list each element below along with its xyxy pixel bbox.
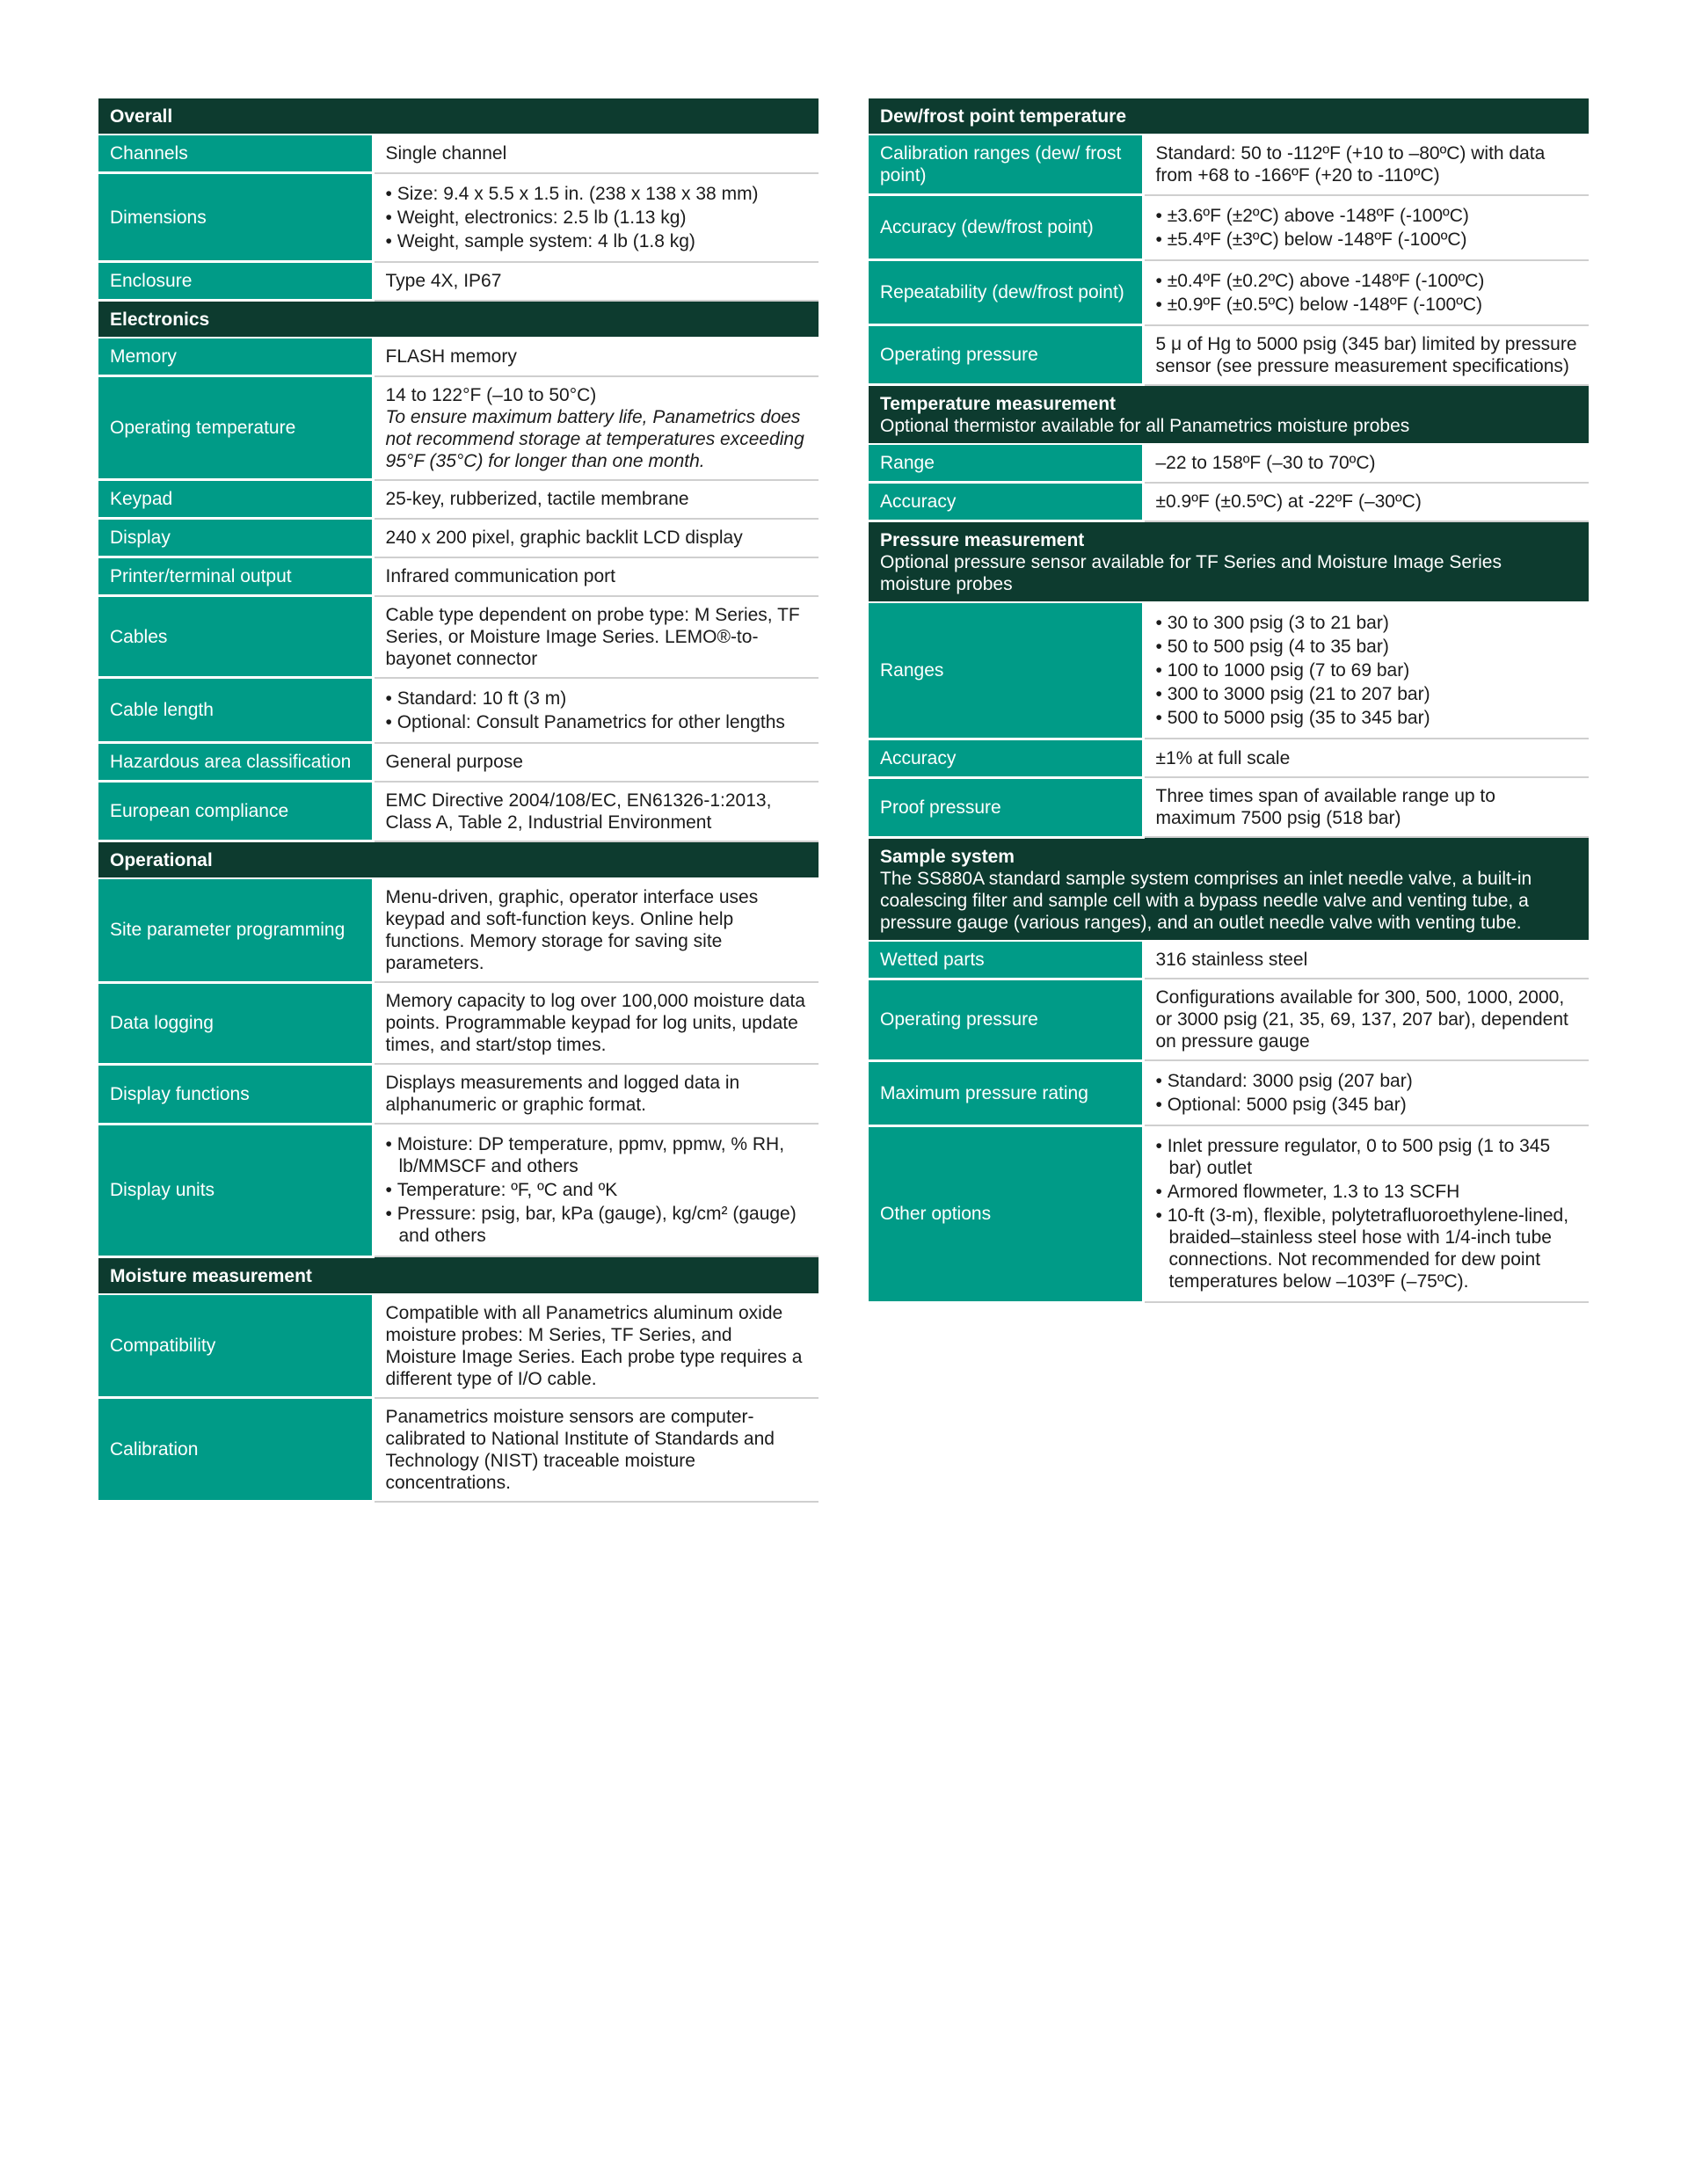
section-header-cell — [869, 837, 1589, 941]
section-header-moisture-measurement — [98, 1256, 819, 1294]
spec-row-calibration — [98, 1398, 819, 1502]
spec-label: Repeatability (dew/frost point) — [869, 260, 1143, 325]
spec-table-left — [98, 98, 819, 1503]
section-header-cell — [869, 98, 1589, 135]
spec-value — [1143, 195, 1589, 260]
spec-value — [1143, 260, 1589, 325]
section-header-cell — [98, 1256, 819, 1294]
spec-label: Operating temperature — [98, 376, 373, 480]
spec-row-compatibility — [98, 1294, 819, 1398]
spec-value — [373, 557, 819, 596]
spec-value — [1143, 325, 1589, 385]
spec-value-line: 14 to 122°F (–10 to 50°C) — [385, 384, 597, 405]
spec-label: Display — [98, 519, 373, 557]
spec-label: Operating pressure — [869, 979, 1143, 1060]
spec-row-proof-pressure — [869, 777, 1589, 837]
spec-label: Memory — [98, 338, 373, 376]
spec-value — [373, 519, 819, 557]
section-header-cell — [869, 521, 1589, 603]
spec-value — [373, 376, 819, 480]
spec-value — [1143, 777, 1589, 837]
section-header-pressure-measurement — [869, 521, 1589, 603]
spec-label: Enclosure — [98, 262, 373, 301]
spec-value-bullet: • Optional: 5000 psig (345 bar) — [1156, 1094, 1578, 1116]
spec-row-hazardous-area-classification — [98, 743, 819, 782]
spec-value-bullet: • 10-ft (3-m), flexible, polytetrafluoroethylene-lined, braided–stainless steel hose with 1/4-inch tube connections. Not recommended for dew point temperatures below –103ºF (–75ºC). — [1156, 1205, 1578, 1292]
spec-label: Wetted parts — [869, 941, 1143, 979]
spec-value — [373, 982, 819, 1064]
spec-value — [1143, 941, 1589, 979]
spec-label: Site parameter programming — [98, 878, 373, 982]
spec-label: Accuracy — [869, 483, 1143, 521]
spec-label: Other options — [869, 1125, 1143, 1302]
spec-row-channels — [98, 135, 819, 173]
section-title: Moisture measurement — [110, 1265, 312, 1286]
spec-value-line: Standard: 50 to -112ºF (+10 to –80ºC) with data from +68 to -166ºF (+20 to -110ºC) — [1155, 143, 1546, 186]
spec-row-cables — [98, 596, 819, 678]
spec-value — [373, 878, 819, 982]
spec-value-bullet: • Standard: 3000 psig (207 bar) — [1156, 1070, 1578, 1092]
spec-value-note: To ensure maximum battery life, Panametrics does not recommend storage at temperatures exceeding 95°F (35°C) for longer than one month. — [385, 406, 804, 471]
spec-value-line: Configurations available for 300, 500, 1000, 2000, or 3000 psig (21, 35, 69, 137, 207 bar), dependent on pressure gauge — [1155, 987, 1568, 1052]
spec-label: Data logging — [98, 982, 373, 1064]
spec-table-right — [869, 98, 1589, 1304]
spec-row-accuracy-dew-frost-point — [869, 195, 1589, 260]
section-title: Pressure measurement — [880, 530, 1085, 550]
spec-value-line: –22 to 158ºF (–30 to 70ºC) — [1155, 453, 1376, 474]
spec-row-operating-pressure — [869, 325, 1589, 385]
spec-label: Hazardous area classification — [98, 743, 373, 782]
spec-value-bullet: • ±5.4ºF (±3ºC) below -148ºF (-100ºC) — [1156, 229, 1578, 251]
spec-value-line: Three times span of available range up to maximum 7500 psig (518 bar) — [1155, 786, 1495, 828]
spec-row-data-logging — [98, 982, 819, 1064]
spec-row-keypad — [98, 480, 819, 519]
spec-label: Compatibility — [98, 1294, 373, 1398]
section-header-operational — [98, 841, 819, 879]
spec-row-european-compliance — [98, 782, 819, 841]
spec-value-bullet: • Armored flowmeter, 1.3 to 13 SCFH — [1156, 1181, 1578, 1203]
spec-label: Ranges — [869, 602, 1143, 739]
spec-value-bullet: • Moisture: DP temperature, ppmv, ppmw, % RH, lb/MMSCF and others — [386, 1133, 808, 1177]
section-title: Overall — [110, 106, 173, 127]
spec-value-bullet: • Inlet pressure regulator, 0 to 500 psig (1 to 345 bar) outlet — [1156, 1135, 1578, 1179]
spec-label: Printer/terminal output — [98, 557, 373, 596]
spec-label: Keypad — [98, 480, 373, 519]
spec-value — [373, 743, 819, 782]
spec-value-bullet: • ±0.9ºF (±0.5ºC) below -148ºF (-100ºC) — [1156, 294, 1578, 316]
spec-value-line: ±0.9ºF (±0.5ºC) at -22ºF (–30ºC) — [1155, 491, 1422, 512]
spec-value-line: Memory capacity to log over 100,000 moisture data points. Programmable keypad for log units, update times, and start/stop times. — [385, 991, 805, 1055]
spec-row-enclosure — [98, 262, 819, 301]
spec-row-display — [98, 519, 819, 557]
spec-label: Display functions — [98, 1064, 373, 1124]
spec-value — [373, 338, 819, 376]
spec-value — [373, 678, 819, 743]
section-title: Sample system — [880, 846, 1015, 867]
spec-value — [373, 135, 819, 173]
spec-value — [373, 173, 819, 262]
spec-value — [1143, 602, 1589, 739]
spec-value — [373, 262, 819, 301]
spec-row-accuracy — [869, 483, 1589, 521]
spec-value-bullet: • ±0.4ºF (±0.2ºC) above -148ºF (-100ºC) — [1156, 270, 1578, 292]
section-header-cell — [98, 841, 819, 879]
section-title: Dew/frost point temperature — [880, 106, 1127, 127]
section-header-cell — [869, 385, 1589, 445]
spec-row-range — [869, 444, 1589, 483]
spec-value-line: Type 4X, IP67 — [385, 271, 502, 291]
spec-row-dimensions — [98, 173, 819, 262]
spec-row-printer-terminal-output — [98, 557, 819, 596]
spec-column-left — [98, 98, 819, 1503]
section-subtitle: Optional thermistor available for all Panametrics moisture probes — [880, 416, 1410, 436]
section-header-dew-frost-point-temperature — [869, 98, 1589, 135]
spec-value-line: Displays measurements and logged data in alphanumeric or graphic format. — [385, 1073, 740, 1115]
spec-value — [1143, 135, 1589, 195]
spec-value-line: Cable type dependent on probe type: M Series, TF Series, or Moisture Image Series. LEMO®-to-bayonet connector — [385, 604, 800, 669]
section-title: Electronics — [110, 309, 210, 330]
spec-label: Calibration ranges (dew/ frost point) — [869, 135, 1143, 195]
spec-row-maximum-pressure-rating — [869, 1060, 1589, 1125]
spec-value-bullet: • 300 to 3000 psig (21 to 207 bar) — [1156, 683, 1578, 705]
spec-value — [373, 1124, 819, 1256]
spec-value-bullet: • Temperature: ºF, ºC and ºK — [386, 1179, 808, 1201]
section-header-cell — [98, 98, 819, 135]
spec-value — [373, 596, 819, 678]
spec-value-line: EMC Directive 2004/108/EC, EN61326-1:2013, Class A, Table 2, Industrial Environment — [385, 790, 772, 833]
spec-row-display-functions — [98, 1064, 819, 1124]
section-title: Operational — [110, 850, 213, 870]
spec-value-bullet: • Standard: 10 ft (3 m) — [386, 688, 808, 710]
spec-row-accuracy — [869, 739, 1589, 777]
spec-value-line: Menu-driven, graphic, operator interface uses keypad and soft-function keys. Online help functions. Memory storage for saving site parameters. — [385, 887, 759, 973]
section-header-cell — [98, 301, 819, 339]
spec-value — [1143, 444, 1589, 483]
spec-value — [373, 1398, 819, 1502]
spec-label: Maximum pressure rating — [869, 1060, 1143, 1125]
spec-label: Proof pressure — [869, 777, 1143, 837]
spec-row-memory — [98, 338, 819, 376]
spec-row-other-options — [869, 1125, 1589, 1302]
spec-value — [1143, 1060, 1589, 1125]
section-header-temperature-measurement — [869, 385, 1589, 445]
spec-label: European compliance — [98, 782, 373, 841]
section-header-electronics — [98, 301, 819, 339]
spec-value-bullet: • Pressure: psig, bar, kPa (gauge), kg/cm² (gauge) and others — [386, 1203, 808, 1247]
spec-row-calibration-ranges-dew-frost-point — [869, 135, 1589, 195]
section-header-overall — [98, 98, 819, 135]
spec-value-line: 240 x 200 pixel, graphic backlit LCD display — [385, 528, 743, 548]
spec-row-operating-temperature — [98, 376, 819, 480]
spec-label: Cables — [98, 596, 373, 678]
spec-label: Dimensions — [98, 173, 373, 262]
spec-row-repeatability-dew-frost-point — [869, 260, 1589, 325]
spec-value — [1143, 1125, 1589, 1302]
spec-value-line: Compatible with all Panametrics aluminum oxide moisture probes: M Series, TF Series, and Moisture Image Series. Each probe type requires a different type of I/O cable. — [385, 1302, 803, 1389]
spec-label: Calibration — [98, 1398, 373, 1502]
spec-value — [373, 1064, 819, 1124]
section-subtitle: Optional pressure sensor available for TF Series and Moisture Image Series moisture probes — [880, 552, 1502, 594]
spec-value-bullet: • Weight, sample system: 4 lb (1.8 kg) — [386, 230, 808, 252]
spec-value-bullet: • 30 to 300 psig (3 to 21 bar) — [1156, 612, 1578, 634]
spec-value-line: Single channel — [385, 143, 507, 164]
spec-label: Channels — [98, 135, 373, 173]
spec-value — [373, 480, 819, 519]
spec-row-site-parameter-programming — [98, 878, 819, 982]
spec-label: Operating pressure — [869, 325, 1143, 385]
section-title: Temperature measurement — [880, 394, 1117, 414]
spec-value-line: 316 stainless steel — [1155, 949, 1308, 970]
spec-value-bullet: • Weight, electronics: 2.5 lb (1.13 kg) — [386, 207, 808, 229]
spec-row-ranges — [869, 602, 1589, 739]
spec-label: Cable length — [98, 678, 373, 743]
spec-value — [1143, 979, 1589, 1060]
spec-value — [373, 1294, 819, 1398]
spec-value-line: ±1% at full scale — [1155, 747, 1291, 768]
spec-row-wetted-parts — [869, 941, 1589, 979]
spec-value — [1143, 483, 1589, 521]
spec-value-bullet: • Size: 9.4 x 5.5 x 1.5 in. (238 x 138 x 38 mm) — [386, 183, 808, 205]
section-header-sample-system — [869, 837, 1589, 941]
spec-value-bullet: • Optional: Consult Panametrics for other lengths — [386, 711, 808, 733]
spec-value-bullet: • 100 to 1000 psig (7 to 69 bar) — [1156, 659, 1578, 681]
spec-row-display-units — [98, 1124, 819, 1256]
section-subtitle: The SS880A standard sample system comprises an inlet needle valve, a built-in coalescing filter and sample cell with a bypass needle valve and venting tube, a pressure gauge (various ranges), and an outlet needle valve with venting tube. — [880, 868, 1532, 933]
spec-label: Accuracy (dew/frost point) — [869, 195, 1143, 260]
spec-label: Range — [869, 444, 1143, 483]
spec-value-line: General purpose — [385, 752, 523, 772]
spec-value-line: FLASH memory — [385, 346, 517, 368]
spec-value-line: Infrared communication port — [385, 566, 615, 586]
spec-value-bullet: • ±3.6ºF (±2ºC) above -148ºF (-100ºC) — [1156, 205, 1578, 227]
spec-value-line: 25-key, rubberized, tactile membrane — [385, 489, 689, 509]
spec-value — [373, 782, 819, 841]
spec-value-bullet: • 500 to 5000 psig (35 to 345 bar) — [1156, 707, 1578, 729]
spec-row-cable-length — [98, 678, 819, 743]
spec-value-line: 5 μ of Hg to 5000 psig (345 bar) limited by pressure sensor (see pressure measurement specifications) — [1155, 333, 1577, 376]
spec-column-right — [869, 98, 1589, 1304]
spec-label: Display units — [98, 1124, 373, 1256]
spec-row-operating-pressure — [869, 979, 1589, 1060]
spec-label: Accuracy — [869, 739, 1143, 777]
spec-value — [1143, 739, 1589, 777]
spec-value-line: Panametrics moisture sensors are computer-calibrated to National Institute of Standards and Technology (NIST) traceable moisture concentrations. — [385, 1406, 775, 1493]
spec-value-bullet: • 50 to 500 psig (4 to 35 bar) — [1156, 636, 1578, 658]
